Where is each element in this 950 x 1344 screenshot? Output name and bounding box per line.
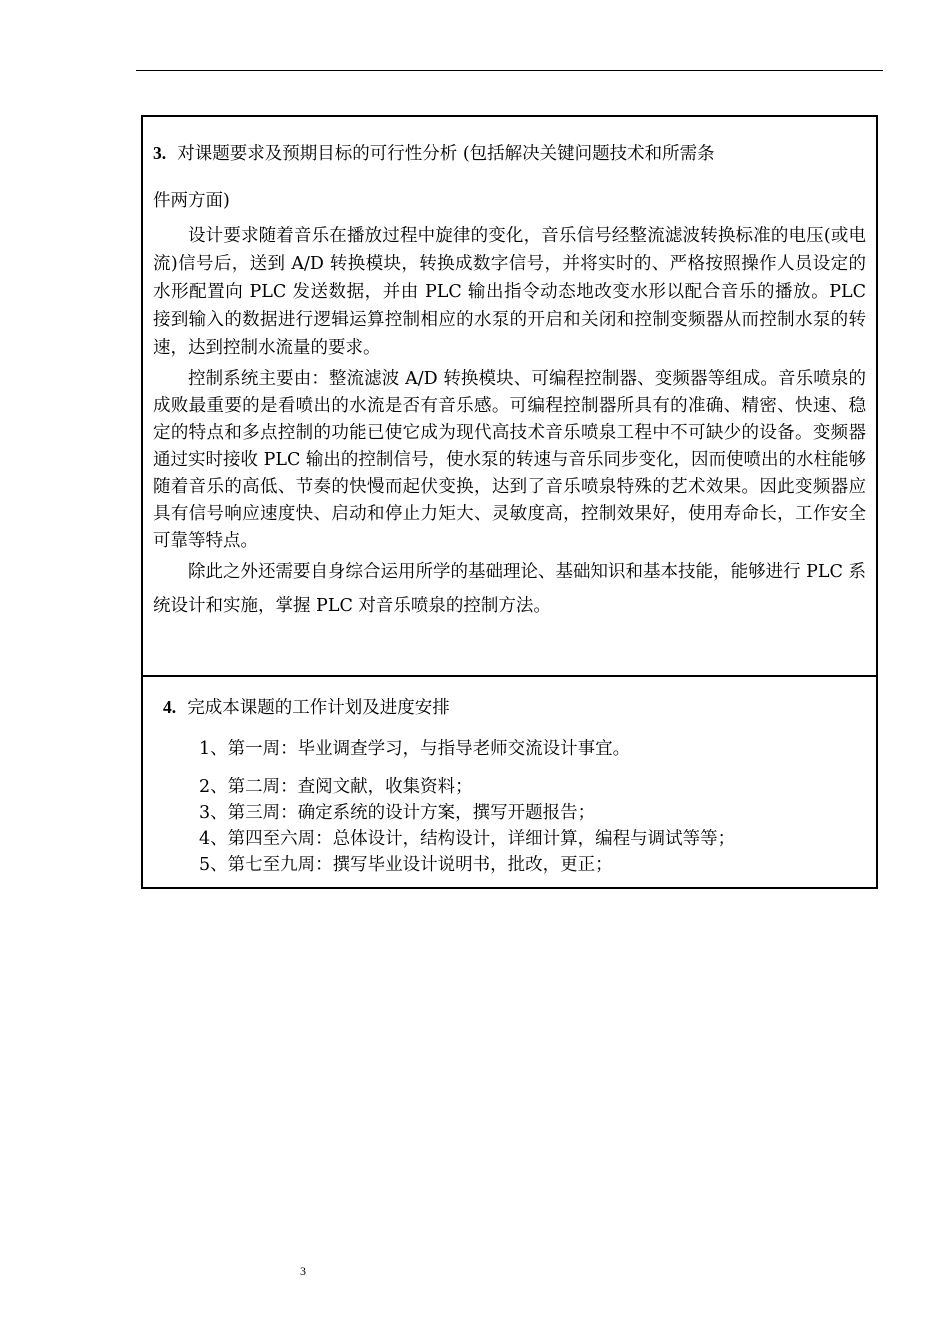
feasibility-paragraph-1: 设计要求随着音乐在播放过程中旋律的变化，音乐信号经整流滤波转换标准的电压(或电流)信号后，送到 A/D 转换模块，转换成数字信号，并将实时的、严格按照操作人员设定的水形配置向 PLC 发送数据，并由 PLC 输出指令动态地改变水形以配合音乐的播放。PLC 接到输入的数据进行逻辑运算控制相应的水泵的开启和关闭和控制变频器从而控制水泵的转速，达到控制水流量的要求。	[153, 226, 866, 358]
page-number: 3	[300, 1264, 306, 1278]
plan-item-5: 5、第七至九周：撰写毕业设计说明书，批改，更正；	[199, 855, 613, 875]
section-3-heading: 3. 对课题要求及预期目标的可行性分析 (包括解决关键问题技术和所需条	[153, 143, 715, 164]
feasibility-paragraph-3: 除此之外还需要自身综合运用所学的基础理论、基础知识和基本技能，能够进行 PLC 系统设计和实施，掌握 PLC 对音乐喷泉的控制方法。	[153, 562, 866, 616]
section-4-number: 4.	[163, 697, 177, 717]
section-3-title-line2: 件两方面)	[153, 191, 230, 211]
plan-item-3: 3、第三周：确定系统的设计方案，撰写开题报告；	[199, 803, 596, 823]
section-feasibility	[143, 117, 876, 677]
feasibility-paragraph-2: 控制系统主要由：整流滤波 A/D 转换模块、可编程控制器、变频器等组成。音乐喷泉的成败最重要的是看喷出的水流是否有音乐感。可编程控制器所具有的准确、精密、快速、稳定的特点和多点控制的功能已使它成为现代高技术音乐喷泉工程中不可缺少的设备。变频器通过实时接收 PLC 输出的控制信号，使水泵的转速与音乐同步变化，因而使喷出的水柱能够随着音乐的高低、节奏的快慢而起伏变换，达到了音乐喷泉特殊的艺术效果。因此变频器应具有信号响应速度快、启动和停止力矩大、灵敏度高，控制效果好，使用寿命长，工作安全可靠等特点。	[153, 369, 866, 551]
plan-item-1: 1、第一周：毕业调查学习，与指导老师交流设计事宜。	[199, 739, 631, 759]
header-rule	[136, 70, 883, 71]
plan-item-2: 2、第二周：查阅文献，收集资料；	[199, 777, 473, 797]
section-3-number: 3	[153, 143, 162, 163]
section-work-plan	[143, 677, 876, 887]
section-3-title-line1: 对课题要求及预期目标的可行性分析 (包括解决关键问题技术和所需条	[177, 144, 715, 164]
section-4-title: 完成本课题的工作计划及进度安排	[187, 698, 450, 718]
plan-item-4: 4、第四至六周：总体设计，结构设计，详细计算，编程与调试等等；	[199, 829, 736, 849]
proposal-table	[141, 115, 878, 889]
section-4-heading	[163, 687, 866, 728]
